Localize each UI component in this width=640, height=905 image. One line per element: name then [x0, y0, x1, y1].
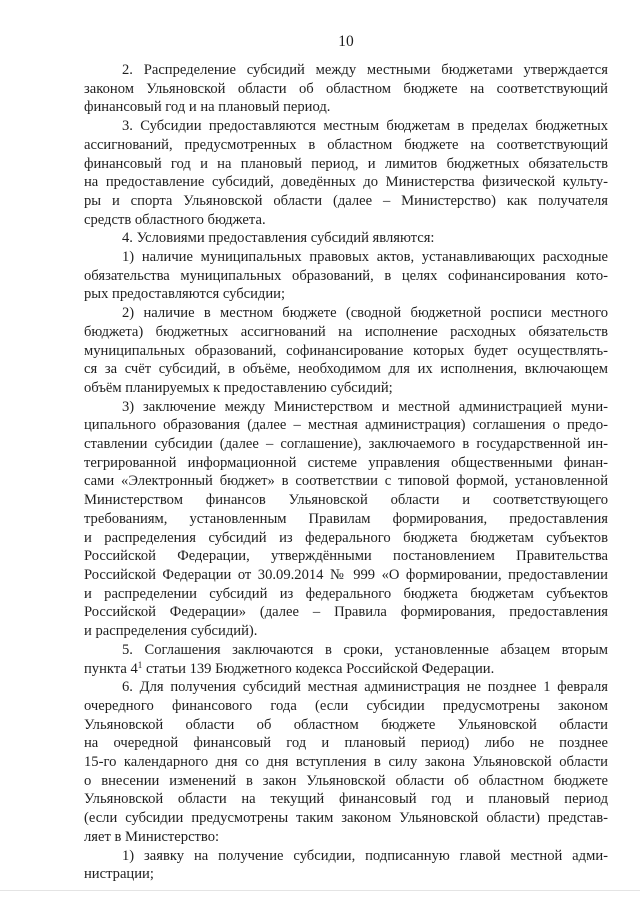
text-line: ассигнований, предусмотренных в областном бюджете на соответствующий	[84, 136, 608, 153]
text-line: требованиям, установленным Правилам формирования, предоставления	[84, 510, 608, 527]
text-line: рых предоставляются субсидии;	[84, 286, 286, 303]
text-line: и распределения субсидий).	[84, 623, 258, 640]
text-line: на очередной финансовый год и плановый период) либо не позднее	[84, 735, 608, 752]
text-line: объём планируемых к предоставлению субсидий;	[84, 379, 393, 396]
text-line: Российской Федерации» (далее – Правила формирования, предоставления	[84, 604, 608, 621]
text-line: тегрированной информационной системе управления общественными финан-	[84, 454, 608, 471]
text-line: 15-го календарного дня со дня вступления в силу закона Ульяновской области	[84, 754, 608, 771]
text-line: сами «Электронный бюджет» в соответствии с типовой формой, установленной	[84, 473, 608, 490]
text-line: законом Ульяновской области об областном бюджете на соответствующий	[84, 80, 608, 97]
text-line: Ульяновской области об областном бюджете Ульяновской области	[84, 716, 608, 733]
text-line: 2. Распределение субсидий между местными бюджетами утверждается	[122, 62, 608, 78]
text-line: и распределения субсидий из федерального бюджета бюджетам субъектов	[84, 529, 608, 546]
text-line: на предоставление субсидий, доведённых до Министерства физической культу-	[84, 174, 608, 191]
text-line: Российской Федерации от 30.09.2014 № 999 «О формировании, предоставлении	[84, 566, 608, 583]
text-line: Ульяновской области на текущий финансовый год и плановый период	[84, 791, 608, 808]
text-line: муниципальных образований, софинансирование которых будет осуществлять-	[84, 342, 608, 359]
text-line: 4. Условиями предоставления субсидий являются:	[122, 230, 435, 247]
superscript: 1	[137, 659, 143, 670]
text-fragment: пункта 4	[84, 660, 138, 677]
text-fragment: статьи 139 Бюджетного кодекса Российской Федерации.	[142, 660, 495, 677]
text-line: ры и спорта Ульяновской области (далее – Министерство) как получателя	[84, 192, 608, 209]
text-line: о внесении изменений в закон Ульяновской области об областном бюджете	[84, 772, 608, 789]
text-line: обязательства муниципальных образований, в целях софинансирования кото-	[84, 267, 608, 284]
text-line: финансовый год и на плановый период.	[84, 99, 331, 116]
text-line	[84, 660, 608, 679]
text-line: бюджета) бюджетных ассигнований на исполнение расходных обязательств	[84, 323, 608, 340]
text-line: 1) заявку на получение субсидии, подписанную главой местной адми-	[122, 847, 608, 864]
text-line: ся за счёт субсидий, в объёме, необходимом для их исполнения, включающем	[84, 361, 608, 378]
text-line: нистрации;	[84, 866, 154, 883]
page-number: 10	[338, 33, 354, 50]
text-line: 1) наличие муниципальных правовых актов, устанавливающих расходные	[122, 249, 608, 266]
text-line: (если субсидии предусмотрены таким законом Ульяновской области) представ-	[84, 810, 608, 827]
scan-edge	[0, 890, 640, 891]
text-line: ципального образования (далее – местная администрация) соглашения о предо-	[84, 417, 608, 434]
text-line: и распределении субсидий из федерального бюджета бюджетам субъектов	[84, 585, 608, 602]
text-line: 3. Субсидии предоставляются местным бюджетам в пределах бюджетных	[122, 118, 608, 135]
text-line: ставлении субсидии (далее – соглашение), заключаемого в государственной ин-	[84, 436, 608, 453]
text-line: Российской Федерации, утверждёнными постановлением Правительства	[84, 548, 608, 565]
text-line: 5. Соглашения заключаются в сроки, установленные абзацем вторым	[122, 641, 608, 658]
text-line: средств областного бюджета.	[84, 211, 266, 228]
text-line: 6. Для получения субсидий местная администрация не позднее 1 февраля	[122, 679, 608, 696]
text-line: финансовый год и на плановый период, и лимитов бюджетных обязательств	[84, 155, 608, 172]
text-line: Министерством финансов Ульяновской области и соответствующего	[84, 492, 608, 509]
text-line: 2) наличие в местном бюджете (сводной бюджетной росписи местного	[122, 305, 608, 322]
text-line: очередного финансового года (если субсидии предусмотрены законом	[84, 697, 608, 714]
text-line: ляет в Министерство:	[84, 828, 220, 845]
text-line: 3) заключение между Министерством и местной администрацией муни-	[122, 398, 608, 415]
body-text	[84, 61, 608, 884]
